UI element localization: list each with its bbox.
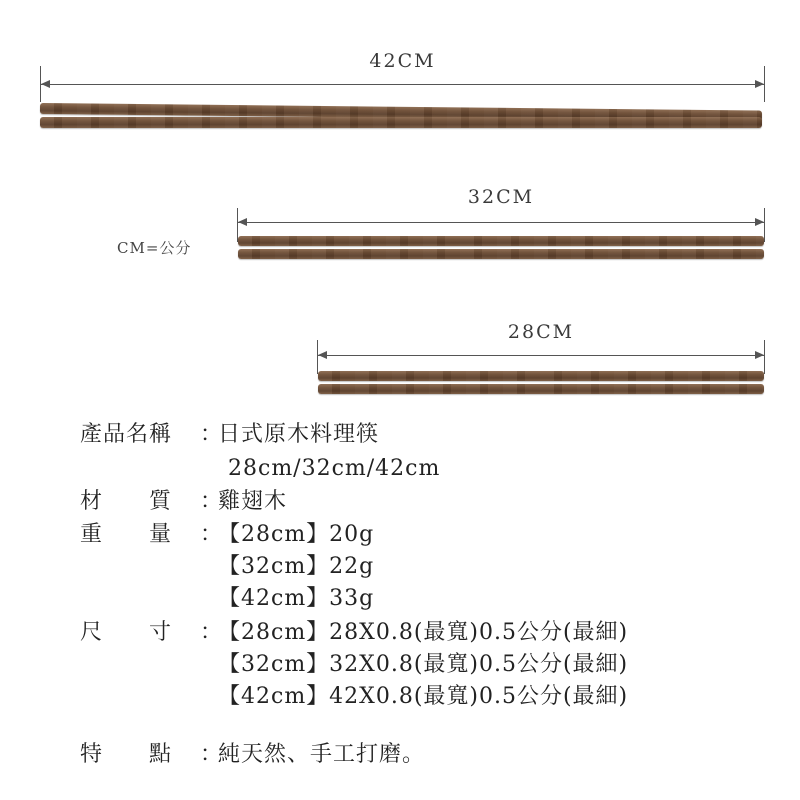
- dimension-line: [40, 84, 765, 85]
- dimension-28cm: [317, 321, 765, 365]
- spec-material: 材 質 ：雞翅木: [80, 485, 287, 519]
- spec-product-sizes: [80, 452, 440, 486]
- spec-value: 日式原木料理筷: [218, 422, 380, 447]
- spec-weight-row: [80, 582, 374, 616]
- spec-size-row: [80, 648, 628, 682]
- arrow-right-icon: [755, 80, 764, 88]
- spec-label: 產品名稱: [80, 422, 173, 447]
- spec-value: 雞翅木: [218, 489, 288, 514]
- dimension-32cm: [237, 186, 765, 230]
- chopstick-28cm-lower: [318, 384, 764, 394]
- spec-size: 尺 寸 ：【28cm】28X0.8(最寬)0.5公分(最細): [80, 616, 628, 650]
- arrow-left-icon: [318, 351, 327, 359]
- spec-size-row: [80, 680, 628, 714]
- dimension-label-32cm: 32CM: [467, 186, 535, 208]
- arrow-left-icon: [41, 80, 50, 88]
- spec-label: 特 點: [80, 742, 173, 767]
- chopstick-32cm-upper: [238, 236, 764, 246]
- spec-label: 尺 寸: [80, 620, 173, 645]
- spec-feature: 特 點 ：純天然、手工打磨。: [80, 738, 425, 772]
- dimension-42cm: [40, 50, 765, 94]
- spec-product-name: 產品名稱 ：日式原木料理筷: [80, 418, 379, 452]
- arrow-left-icon: [238, 218, 247, 226]
- arrow-right-icon: [755, 218, 764, 226]
- dimension-label-28cm: 28CM: [507, 321, 575, 343]
- dimension-line: [237, 222, 765, 223]
- spec-label: 重 量: [80, 522, 173, 547]
- dimension-tick-right: [764, 66, 765, 102]
- spec-value: 28cm/32cm/42cm: [228, 456, 441, 481]
- arrow-right-icon: [755, 351, 764, 359]
- spec-value: 【32cm】32X0.8(最寬)0.5公分(最細): [218, 652, 629, 677]
- spec-value: 純天然、手工打磨。: [218, 742, 426, 767]
- chopstick-28cm-upper: [318, 371, 764, 381]
- dimension-label-42cm: 42CM: [369, 50, 436, 72]
- spec-value: 【42cm】42X0.8(最寬)0.5公分(最細): [218, 684, 629, 709]
- spec-value: 【42cm】33g: [218, 586, 375, 611]
- unit-note: CM=公分: [117, 239, 192, 257]
- spec-value: 【28cm】28X0.8(最寬)0.5公分(最細): [218, 620, 629, 645]
- dimension-tick-right: [764, 208, 765, 242]
- spec-value: 【32cm】22g: [218, 554, 375, 579]
- chopstick-42cm-lower: [40, 117, 762, 128]
- chopstick-32cm-lower: [238, 249, 764, 259]
- spec-value: 【28cm】20g: [218, 522, 375, 547]
- dimension-line: [317, 355, 765, 356]
- spec-weight-row: [80, 550, 374, 584]
- dimension-tick-right: [764, 340, 765, 374]
- spec-label: 材 質: [80, 489, 173, 514]
- spec-weight: 重 量 ：【28cm】20g: [80, 518, 374, 552]
